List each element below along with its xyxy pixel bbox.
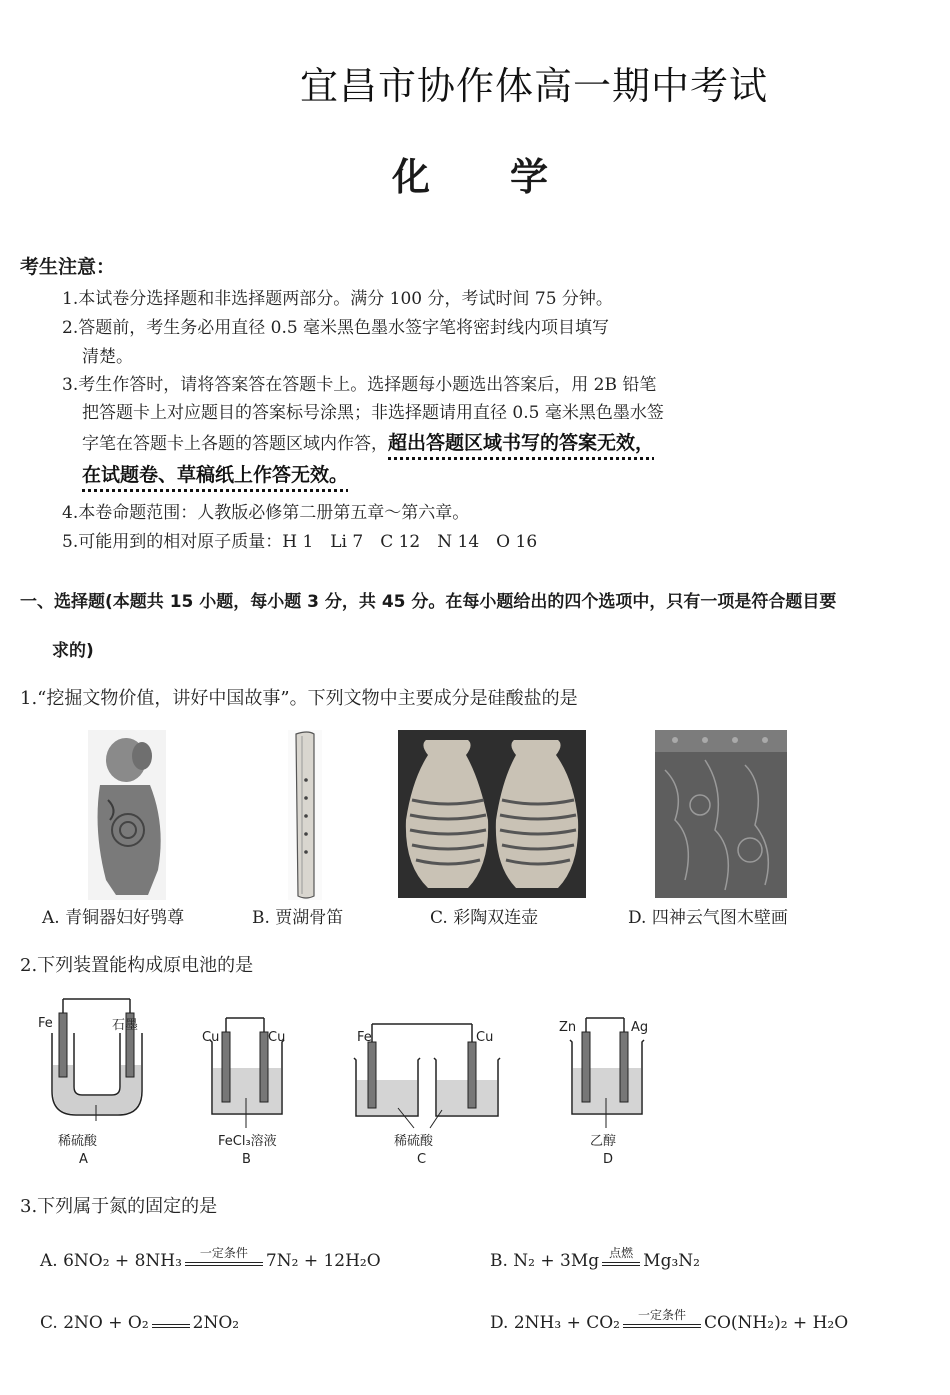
q3-stem: 3.下列属于氮的固定的是 xyxy=(20,1196,218,1217)
device-d-right-electrode: Ag xyxy=(631,1020,649,1035)
painted-pottery-double-pot-image xyxy=(398,730,586,898)
q3-option-b xyxy=(490,1245,700,1271)
q3-a-condition: 一定条件 xyxy=(199,1245,248,1260)
notice-warning-2: 在试题卷、草稿纸上作答无效。 xyxy=(82,464,349,486)
q3-c-equals-sign xyxy=(152,1320,190,1328)
q3-a-products: 7N₂ + 12H₂O xyxy=(265,1251,381,1271)
device-a-right-electrode: 石墨 xyxy=(112,1018,139,1033)
notice-item-1: 1.本试卷分选择题和非选择题两部分。满分 100 分，考试时间 75 分钟。 xyxy=(62,289,613,309)
notice-item-5: 5.可能用到的相对原子质量：H 1 Li 7 C 12 N 14 O 16 xyxy=(62,532,538,552)
q3-option-c xyxy=(40,1313,239,1333)
notice-item-3e-line xyxy=(82,460,348,487)
bronze-owl-vessel-image xyxy=(88,730,166,900)
q3-d-products: CO(NH₂)₂ + H₂O xyxy=(703,1313,849,1333)
q1-option-b: B. 贾湖骨笛 xyxy=(252,908,344,928)
device-a-u-tube-diagram xyxy=(30,995,160,1125)
q1-option-a: A. 青铜器妇好鸮尊 xyxy=(42,908,185,928)
q2-stem: 2.下列装置能构成原电池的是 xyxy=(20,955,254,976)
q3-b-reactants: B. N₂ + 3Mg xyxy=(490,1251,600,1271)
q3-b-products: Mg₃N₂ xyxy=(643,1251,700,1271)
q3-option-a xyxy=(40,1245,381,1271)
q1-option-c: C. 彩陶双连壶 xyxy=(430,908,539,928)
notice-item-2a: 2.答题前，考生务必用直径 0.5 毫米黑色墨水签字笔将密封线内项目填写 xyxy=(62,318,610,338)
q3-b-condition: 点燃 xyxy=(609,1245,634,1260)
device-c-liquid: 稀硫酸 xyxy=(394,1134,434,1149)
section-1-heading: 一、选择题(本题共 15 小题，每小题 3 分，共 45 分。在每小题给出的四个选项中，只有一项是符合题目要 xyxy=(20,592,837,612)
notice-item-4: 4.本卷命题范围：人教版必修第二册第五章～第六章。 xyxy=(62,503,470,523)
notice-item-2b: 清楚。 xyxy=(82,347,133,367)
q3-d-reactants: D. 2NH₃ + CO₂ xyxy=(490,1313,620,1333)
notice-item-3c-text: 字笔在答题卡上各题的答题区域内作答， xyxy=(82,434,388,454)
q3-d-condition: 一定条件 xyxy=(637,1307,686,1322)
device-c-left-electrode: Fe xyxy=(357,1030,372,1045)
notice-item-3a: 3.考生作答时，请将答案答在答题卡上。选择题每小题选出答案后，用 2B 铅笔 xyxy=(62,375,657,395)
exam-title: 宜昌市协作体高一期中考试 xyxy=(300,64,769,108)
device-b-right-electrode: Cu xyxy=(268,1030,286,1045)
device-b-label: B xyxy=(242,1152,251,1167)
q3-a-equals-sign xyxy=(185,1245,263,1266)
q3-a-reactants: A. 6NO₂ + 8NH₃ xyxy=(40,1251,182,1271)
q1-stem: 1.“挖掘文物价值，讲好中国故事”。下列文物中主要成分是硅酸盐的是 xyxy=(20,688,578,709)
section-1-heading-cont: 求的) xyxy=(52,641,94,661)
q3-c-products: 2NO₂ xyxy=(192,1313,240,1333)
device-b-left-electrode: Cu xyxy=(202,1030,220,1045)
subject-title: 化学 xyxy=(392,155,629,199)
notice-heading: 考生注意： xyxy=(20,256,116,278)
wooden-mural-image xyxy=(655,730,787,898)
q3-b-equals-sign xyxy=(602,1245,640,1266)
device-b-beaker-diagram xyxy=(200,1010,300,1130)
notice-warning-1: 超出答题区域书写的答案无效， xyxy=(388,432,655,454)
notice-item-3b: 把答题卡上对应题目的答案标号涂黑；非选择题请用直径 0.5 毫米黑色墨水签 xyxy=(82,403,664,423)
q3-c-reactants: C. 2NO + O₂ xyxy=(40,1313,149,1333)
device-a-left-electrode: Fe xyxy=(38,1016,53,1031)
device-c-right-electrode: Cu xyxy=(476,1030,494,1045)
device-a-label: A xyxy=(79,1152,88,1167)
device-c-label: C xyxy=(417,1152,427,1167)
bone-flute-image xyxy=(288,730,322,900)
device-d-left-electrode: Zn xyxy=(559,1020,577,1035)
device-d-label: D xyxy=(603,1152,614,1167)
device-a-liquid: 稀硫酸 xyxy=(58,1134,98,1149)
q3-d-equals-sign xyxy=(623,1307,701,1328)
q1-option-d: D. 四神云气图木壁画 xyxy=(628,908,788,928)
device-b-liquid: FeCl₃溶液 xyxy=(218,1134,277,1149)
device-d-liquid: 乙醇 xyxy=(590,1134,617,1149)
notice-item-3c xyxy=(82,428,654,455)
device-c-two-beaker-diagram xyxy=(350,1010,510,1135)
q3-option-d xyxy=(490,1307,849,1333)
